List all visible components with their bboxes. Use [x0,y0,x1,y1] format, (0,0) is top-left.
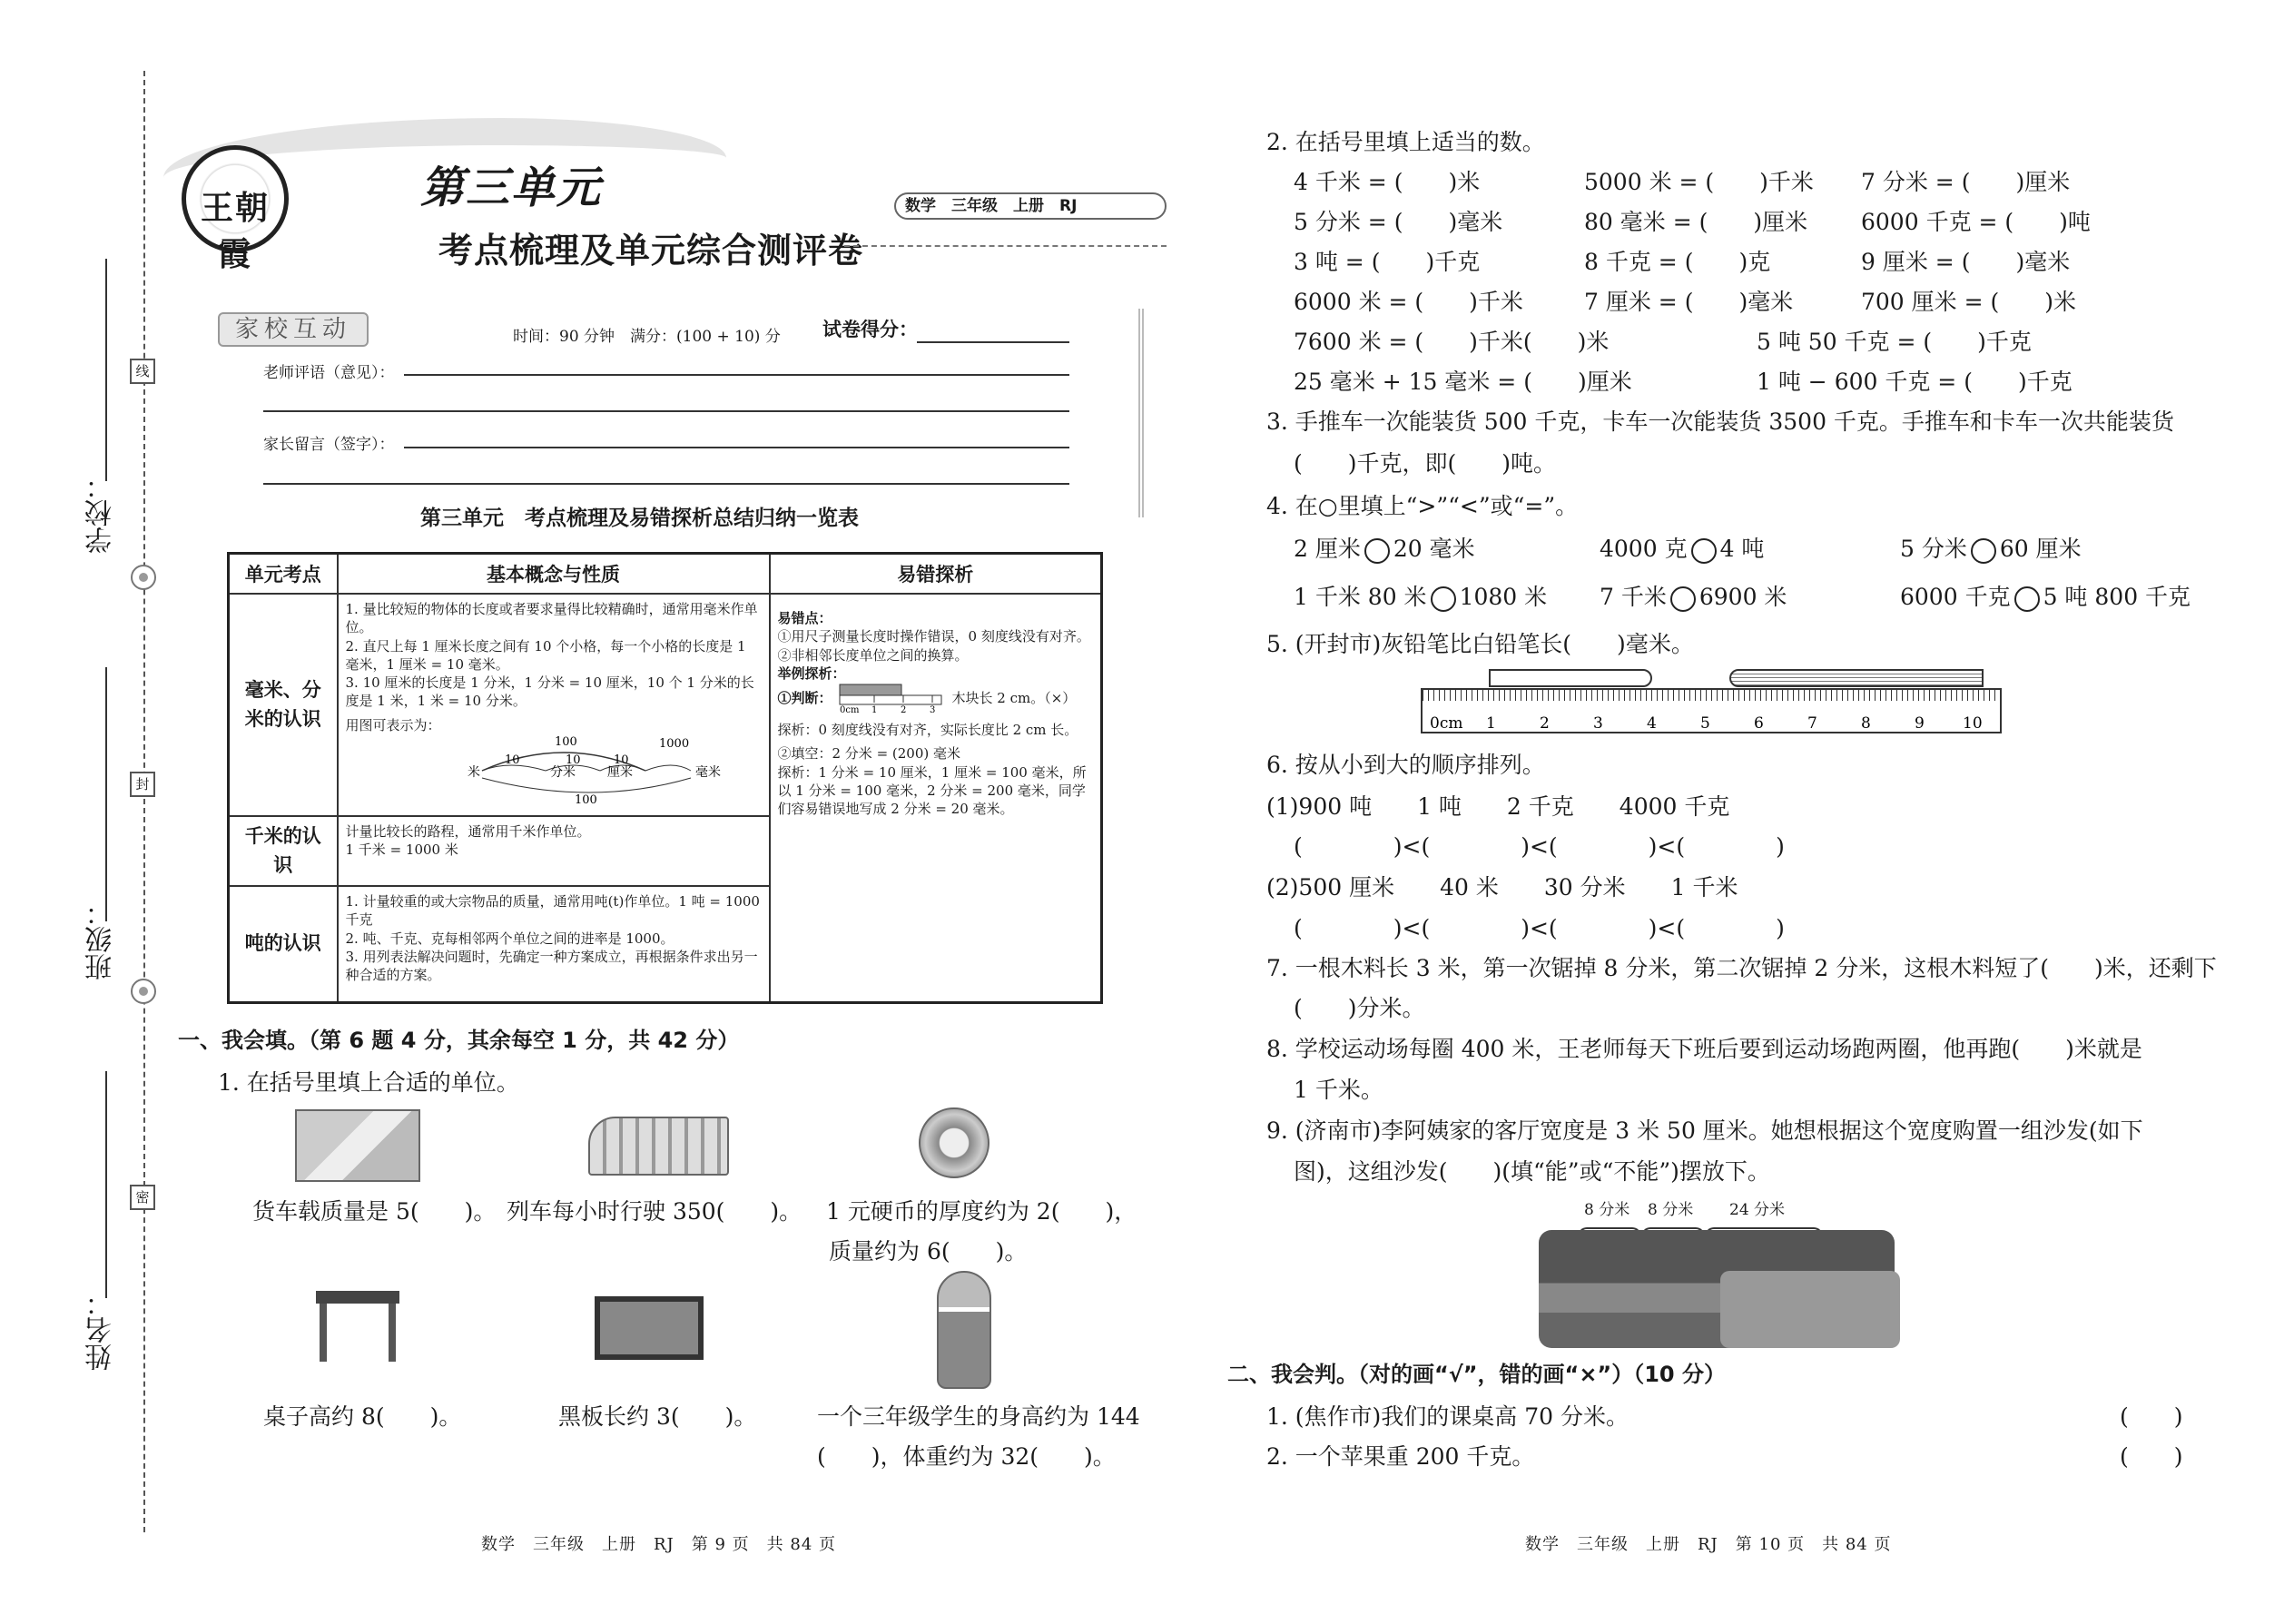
diagram-rate: 1000 [658,736,689,751]
q2-item: 5000 米 = ( )千米 [1584,169,1814,195]
school-line [105,259,107,481]
q6-part2: (2)500 厘米 40 米 30 分米 1 千米 [1266,874,1738,901]
sofa-dim-2: 8 分米 [1648,1201,1694,1219]
q8-text-2: 1 千米。 [1294,1077,1383,1103]
concepts-mm-dm: 1. 量比较短的物体的长度或者要求量得比较精确时，通常用毫米作单位。 2. 直尺上每 1 厘米长度之间有 10 个小格，每一个小格的长度是 1 毫米，1 厘米 = 10 毫米。 3. 10 厘米的长度是 1 分米，1 分米 = 10 厘米，10 个 1 分米的长度是 1 米，1 米 = 10 分米。 用图可表示为： 米 分米 厘米 毫米 10 10 10 100 1000 100 [338,594,770,816]
desk-image [316,1291,399,1363]
col-header-topic: 单元考点 [229,554,338,595]
decorative-stripes [962,309,1144,517]
q4-item: 2 厘米 20 毫米 [1294,536,1475,562]
small-ruler-figure [838,683,947,714]
blackboard-image [595,1296,704,1360]
q4-item: 7 千米 6900 米 [1600,584,1787,610]
ruler-tick-label: 3 [1593,714,1603,733]
q2-item: 6000 千克 = ( )吨 [1861,209,2091,235]
q1-student-height: 一个三年级学生的身高约为 144 [817,1403,1140,1430]
q2-item: 4 千米 = ( )米 [1294,169,1481,195]
compare-circle[interactable] [2014,586,2040,612]
compare-circle[interactable] [1691,538,1717,564]
family-school-badge: 家校互动 [218,312,369,347]
q5-text: 5. (开封市)灰铅笔比白铅笔长( )毫米。 [1266,631,1694,657]
judge-2: 2. 一个苹果重 200 千克。 [1266,1443,1535,1470]
q1-blackboard: 黑板长约 3( )。 [558,1403,757,1430]
compare-circle[interactable] [1670,586,1696,612]
q2-item: 9 厘米 = ( )毫米 [1861,249,2071,275]
q6-part1-blanks: ( )<( )<( )<( ) [1294,833,1785,860]
small-ruler-tick: 3 [929,705,935,714]
small-ruler-tick: 0cm [839,705,859,714]
q1-prompt: 1. 在括号里填上合适的单位。 [218,1069,519,1096]
q1-truck: 货车载质量是 5( )。 [252,1198,497,1225]
school-label: 学校： [85,472,117,554]
parent-comment-field-2[interactable] [263,483,1069,485]
q6-prompt: 6. 按从小到大的顺序排列。 [1266,752,1545,778]
student-image [937,1271,991,1389]
footer-right: 数学 三年级 上册 RJ 第 10 页 共 84 页 [1525,1535,1892,1554]
q1-coin-thickness: 1 元硬币的厚度约为 2( )， [826,1198,1137,1225]
judge-1: 1. (焦作市)我们的课桌高 70 分米。 [1266,1403,1629,1430]
diagram-rate: 100 [574,792,597,805]
q6-part2-blanks: ( )<( )<( )<( ) [1294,915,1785,941]
truck-image [295,1109,420,1182]
sofa-chaise [1720,1271,1900,1348]
ruler-tick-label: 1 [1486,714,1496,733]
sofa-dim-3: 24 分米 [1729,1201,1786,1219]
diagram-rate: 10 [504,753,520,767]
concepts-km: 计量比较长的路程，通常用千米作单位。 1 千米 = 1000 米 [338,816,770,886]
ruler-tick-label: 0cm [1430,714,1463,733]
ruler-tick-label: 10 [1963,714,1983,733]
q4-item: 4000 克 4 吨 [1600,536,1765,562]
q3-text-2: ( )千克，即( )吨。 [1294,450,1557,477]
q2-item: 7 厘米 = ( )毫米 [1584,289,1794,315]
q2-item: 3 吨 = ( )千克 [1294,249,1481,275]
binding-hole [131,979,156,1004]
q9-text: 9. (济南市)李阿姨家的客厅宽度是 3 米 50 厘米。她想根据这个宽度购置一组沙发(如下 [1266,1117,2143,1144]
topic-mm-dm: 毫米、分米的认识 [229,594,338,816]
q4-item: 6000 千克 5 吨 800 千克 [1900,584,2191,610]
ruler-tick-label: 6 [1754,714,1764,733]
col-header-concepts: 基本概念与性质 [338,554,770,595]
compare-circle[interactable] [1364,538,1390,564]
ruler [1421,688,2002,733]
q4-item: 1 千米 80 米 1080 米 [1294,584,1548,610]
q2-prompt: 2. 在括号里填上适当的数。 [1266,129,1545,155]
footer-left: 数学 三年级 上册 RJ 第 9 页 共 84 页 [481,1535,837,1554]
q6-part1: (1)900 吨 1 吨 2 千克 4000 千克 [1266,793,1730,820]
train-image [588,1117,729,1176]
diagram-unit-dm: 分米 [549,764,576,780]
diagram-unit-m: 米 [467,764,480,780]
brand-logo: 王朝霞 [182,145,289,252]
q2-item: 7 分米 = ( )厘米 [1861,169,2071,195]
judge-1-answer[interactable]: ( ) [2120,1403,2183,1430]
col-header-errors: 易错探析 [770,554,1102,595]
teacher-comment-label: 老师评语（意见）： [263,364,395,382]
section2-title: 二、我会判。（对的画“√”，错的画“×”）（10 分） [1227,1362,1726,1387]
ruler-tick-label: 5 [1700,714,1710,733]
q2-item: 25 毫米 + 15 毫米 = ( )厘米 [1294,369,1632,395]
binding-hole [131,565,156,590]
class-line [105,667,107,921]
ruler-tick-label: 9 [1915,714,1925,733]
q2-item: 8 千克 = ( )克 [1584,249,1771,275]
white-pencil [1729,669,1984,687]
unit-conversion-diagram [464,734,736,805]
name-label: 姓名： [85,1289,117,1371]
q2-item: 700 厘米 = ( )米 [1861,289,2077,315]
grey-pencil [1489,669,1652,687]
judge-2-answer[interactable]: ( ) [2120,1443,2183,1470]
q4-prompt: 4. 在○里填上“>”“<”或“=”。 [1266,493,1579,519]
compare-circle[interactable] [1971,538,1996,564]
q7-text-2: ( )分米。 [1294,995,1425,1021]
q2-item: 5 分米 = ( )毫米 [1294,209,1503,235]
q2-item: 5 吨 50 千克 = ( )千克 [1757,329,2032,355]
seal-mark-line: 线 [130,359,155,384]
unit-title: 第三单元 [420,162,603,213]
q8-text: 8. 学校运动场每圈 400 米，王老师每天下班后要到运动场跑两圈，他再跑( )米就是 [1266,1036,2142,1062]
diagram-unit-mm: 毫米 [694,764,721,780]
paper-subtitle: 考点梳理及单元综合测评卷 [438,230,864,271]
q1-student-weight: ( )，体重约为 32( )。 [817,1443,1116,1470]
ruler-tick-label: 4 [1647,714,1657,733]
diagram-rate: 10 [565,753,581,767]
concepts-ton: 1. 计量较重的或大宗物品的质量，通常用吨(t)作单位。1 吨 = 1000 千克 2. 吨、千克、克每相邻两个单位之间的进率是 1000。 3. 用列表法解决问题时，先确定一种方案成立，再根据条件求出另一种合适的方案。 [338,886,770,1002]
seal-mark-seal: 封 [130,772,155,797]
time-info: 时间：90 分钟 满分：(100 + 10) 分 [513,328,781,346]
name-line [105,1071,107,1298]
q9-text-2: 图)，这组沙发( )(填“能”或“不能”)摆放下。 [1294,1158,1770,1185]
ruler-tick-label: 8 [1861,714,1871,733]
sofa-dim-1: 8 分米 [1584,1201,1630,1219]
small-ruler-tick: 1 [871,705,877,714]
topic-ton: 吨的认识 [229,886,338,1002]
q2-item: 80 毫米 = ( )厘米 [1584,209,1808,235]
diagram-rate: 10 [613,753,629,767]
section1-title: 一、我会填。（第 6 题 4 分，其余每空 1 分，共 42 分） [178,1028,740,1053]
q7-text: 7. 一根木料长 3 米，第一次锯掉 8 分米，第二次锯掉 2 分米，这根木料短了( )米，还剩下 [1266,955,2217,981]
summary-table-title: 第三单元 考点梳理及易错探析总结归纳一览表 [420,507,859,530]
diagram-unit-cm: 厘米 [606,764,633,780]
errors-cell: 易错点： ①用尺子测量长度时操作错误，0 刻度线没有对齐。 ②非相邻长度单位之间的换算。 举例探析： ①判断： 0cm 1 2 3 木块长 2 cm。（×） 探析：0 刻度线没有对齐，实际长度比 2 cm 长。 ②填空：2 分米 = (200) 毫米 探析：1 分米 = 10 厘米，1 厘米 = 100 毫米，所以 1 分米 = 100 毫米，2 分米 = 200 毫米，同学们容易错误地写成 2 分米 = 20 毫米。 [770,594,1102,1002]
q2-item: 1 吨 − 600 千克 = ( )千克 [1757,369,2072,395]
compare-circle[interactable] [1431,586,1456,612]
parent-comment-label: 家长留言（签字）： [263,436,395,454]
small-ruler-tick: 2 [900,705,906,714]
q3-text: 3. 手推车一次能装货 500 千克，卡车一次能装货 3500 千克。手推车和卡车一次共能装货 [1266,408,2174,435]
score-label: 试卷得分： [822,319,918,340]
ruler-tick-label: 7 [1807,714,1817,733]
subject-tag: 数学 三年级 上册 RJ [894,192,1167,220]
q4-item: 5 分米 60 厘米 [1900,536,2082,562]
class-label: 班级： [85,899,117,980]
q1-train: 列车每小时行驶 350( )。 [507,1198,802,1225]
q2-item: 7600 米 = ( )千米( )米 [1294,329,1610,355]
coin-image [919,1107,989,1178]
q2-item: 6000 米 = ( )千米 [1294,289,1523,315]
teacher-comment-field-2[interactable] [263,410,1069,412]
ruler-tick-label: 2 [1540,714,1550,733]
binding-dashed-line [143,71,145,1532]
q1-coin-mass: 质量约为 6( )。 [829,1238,1028,1265]
topic-km: 千米的认识 [229,816,338,886]
seal-mark-secret: 密 [130,1185,155,1210]
diagram-rate: 100 [554,734,577,749]
q1-desk: 桌子高约 8( )。 [263,1403,462,1430]
summary-table [227,552,1103,1004]
